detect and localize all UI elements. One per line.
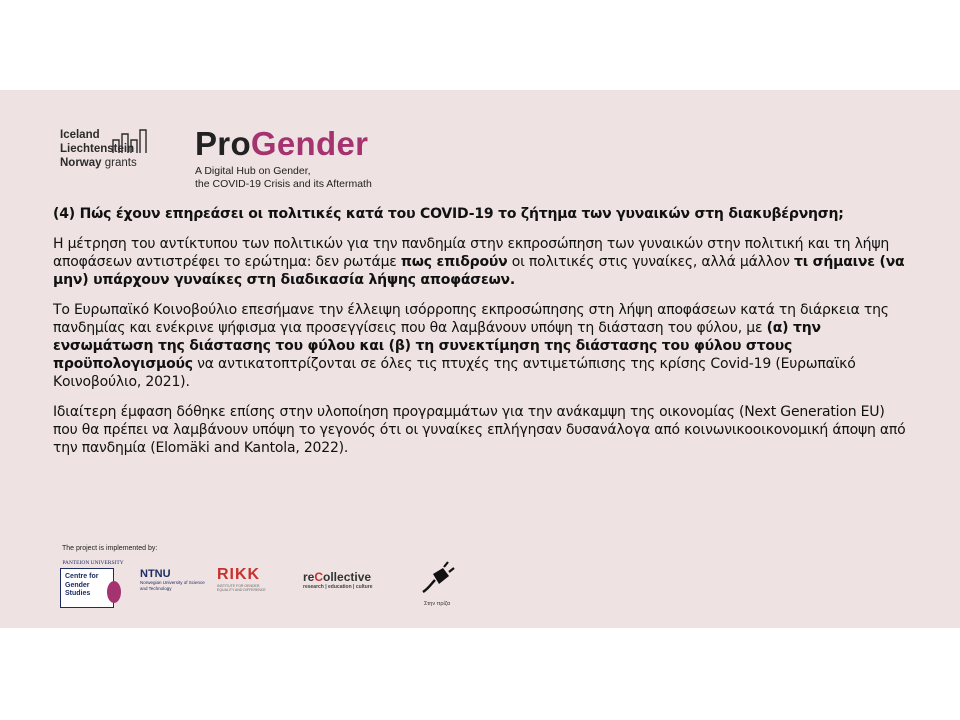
panteion-centre-text: Centre for Gender Studies <box>65 573 99 597</box>
stin-priza-logo <box>412 560 462 607</box>
tagline-2: the COVID-19 Crisis and its Aftermath <box>195 178 372 190</box>
recollective-b: C <box>314 570 324 584</box>
p1-text-a: Η μέτρηση του αντίκτυπου των πολιτικών για την πανδημία στην εκπροσώπηση των γυναικών στην πολιτική και τη λήψη αποφάσεων αντιστρέφει το ερώτημα: δεν ρωτάμε <box>53 236 890 270</box>
recollective-c: ollective <box>323 570 372 584</box>
eea-grants-logo <box>60 128 170 170</box>
brand-name <box>195 126 372 162</box>
recollective-sub: research | education | culture <box>303 584 373 590</box>
brand-gender: Gender <box>250 125 369 162</box>
paragraph-3: Ιδιαίτερη έμφαση δόθηκε επίσης στην υλοποίηση προγραμμάτων για την ανάκαμψη της οικονομίας (Next Generation EU) που θα πρέπει να λαμβάνουν υπόψη το γεγονός ότι οι γυναίκες επλήγησαν δυσανάλογα από κοινωνικοοικονομική άποψη από την πανδημία (Elomäki and Kantola, 2022). <box>53 404 906 456</box>
eea-norway: Norway <box>60 157 102 169</box>
slide-content <box>53 205 913 469</box>
panteion-box <box>60 568 114 608</box>
ntnu-sub: Norwegian University of Science and Technology <box>140 580 205 591</box>
eea-line-1: Iceland <box>60 129 100 141</box>
rikk-sub: INSTITUTE FOR GENDER, EQUALITY AND DIFFERENCE <box>217 584 266 592</box>
recollective-logo <box>303 570 403 590</box>
eea-mark-icon <box>112 128 150 154</box>
slide-heading: (4) Πώς έχουν επηρεάσει οι πολιτικές κατά του COVID-19 το ζήτημα των γυναικών στη διακυβέρνηση; <box>53 206 844 222</box>
paragraph-1 <box>53 235 913 289</box>
recollective-a: re <box>303 570 315 584</box>
p1-text-c: οι πολιτικές στις γυναίκες, αλλά μάλλον <box>507 254 795 270</box>
ntnu-logo <box>140 568 212 591</box>
p1-bold-b: πως επιδρούν <box>400 254 508 270</box>
implemented-by-label: The project is implemented by: <box>62 545 158 552</box>
tagline-1: A Digital Hub on Gender, <box>195 165 311 177</box>
brand-pro: Pro <box>195 125 251 162</box>
progender-logo <box>195 126 372 191</box>
panteion-ring-icon <box>107 581 121 603</box>
slide-background <box>0 90 960 628</box>
rikk-logo <box>217 566 277 592</box>
eea-line-3 <box>60 156 170 170</box>
eea-line-2: Liechtenstein <box>60 143 135 155</box>
p2-text-a: Το Ευρωπαϊκό Κοινοβούλιο επεσήμανε την έλλειψη ισόρροπης εκπροσώπησης στη λήψη αποφάσεων κατά τη διάρκεια της πανδημίας και ενέκρινε ψήφισμα για προσεγγίσεις που θα λαμβάνουν υπόψη τη διάσταση του φύλου, με <box>53 302 889 336</box>
stin-priza-text: Στην πρίζα <box>423 601 451 607</box>
recollective-name <box>303 570 403 584</box>
p2-text-c: να αντικατοπτρίζονται σε όλες τις πτυχές της αντιμετώπισης της κρίσης Covid-19 (Ευρωπαϊκό Κοινοβούλιο, 2021). <box>53 356 856 390</box>
partner-logos <box>60 560 460 620</box>
p2-bold-b: (α) την ενσωμάτωση της διάστασης του φύλου και (β) τη συνεκτίμηση της διάστασης του φύλου στους προϋπολογισμούς <box>53 320 821 372</box>
panteion-head: PANTEION UNIVERSITY <box>62 560 124 566</box>
eea-grants: grants <box>101 157 137 169</box>
p1-bold-d: τι σήμαινε (να μην) υπάρχουν γυναίκες στη διαδικασία λήψης αποφάσεων. <box>53 254 905 288</box>
plug-icon <box>417 560 457 596</box>
ntnu-name: NTNU <box>140 568 171 580</box>
rikk-name: RIKK <box>217 566 261 583</box>
paragraph-2 <box>53 301 913 391</box>
panteion-logo <box>60 560 126 608</box>
